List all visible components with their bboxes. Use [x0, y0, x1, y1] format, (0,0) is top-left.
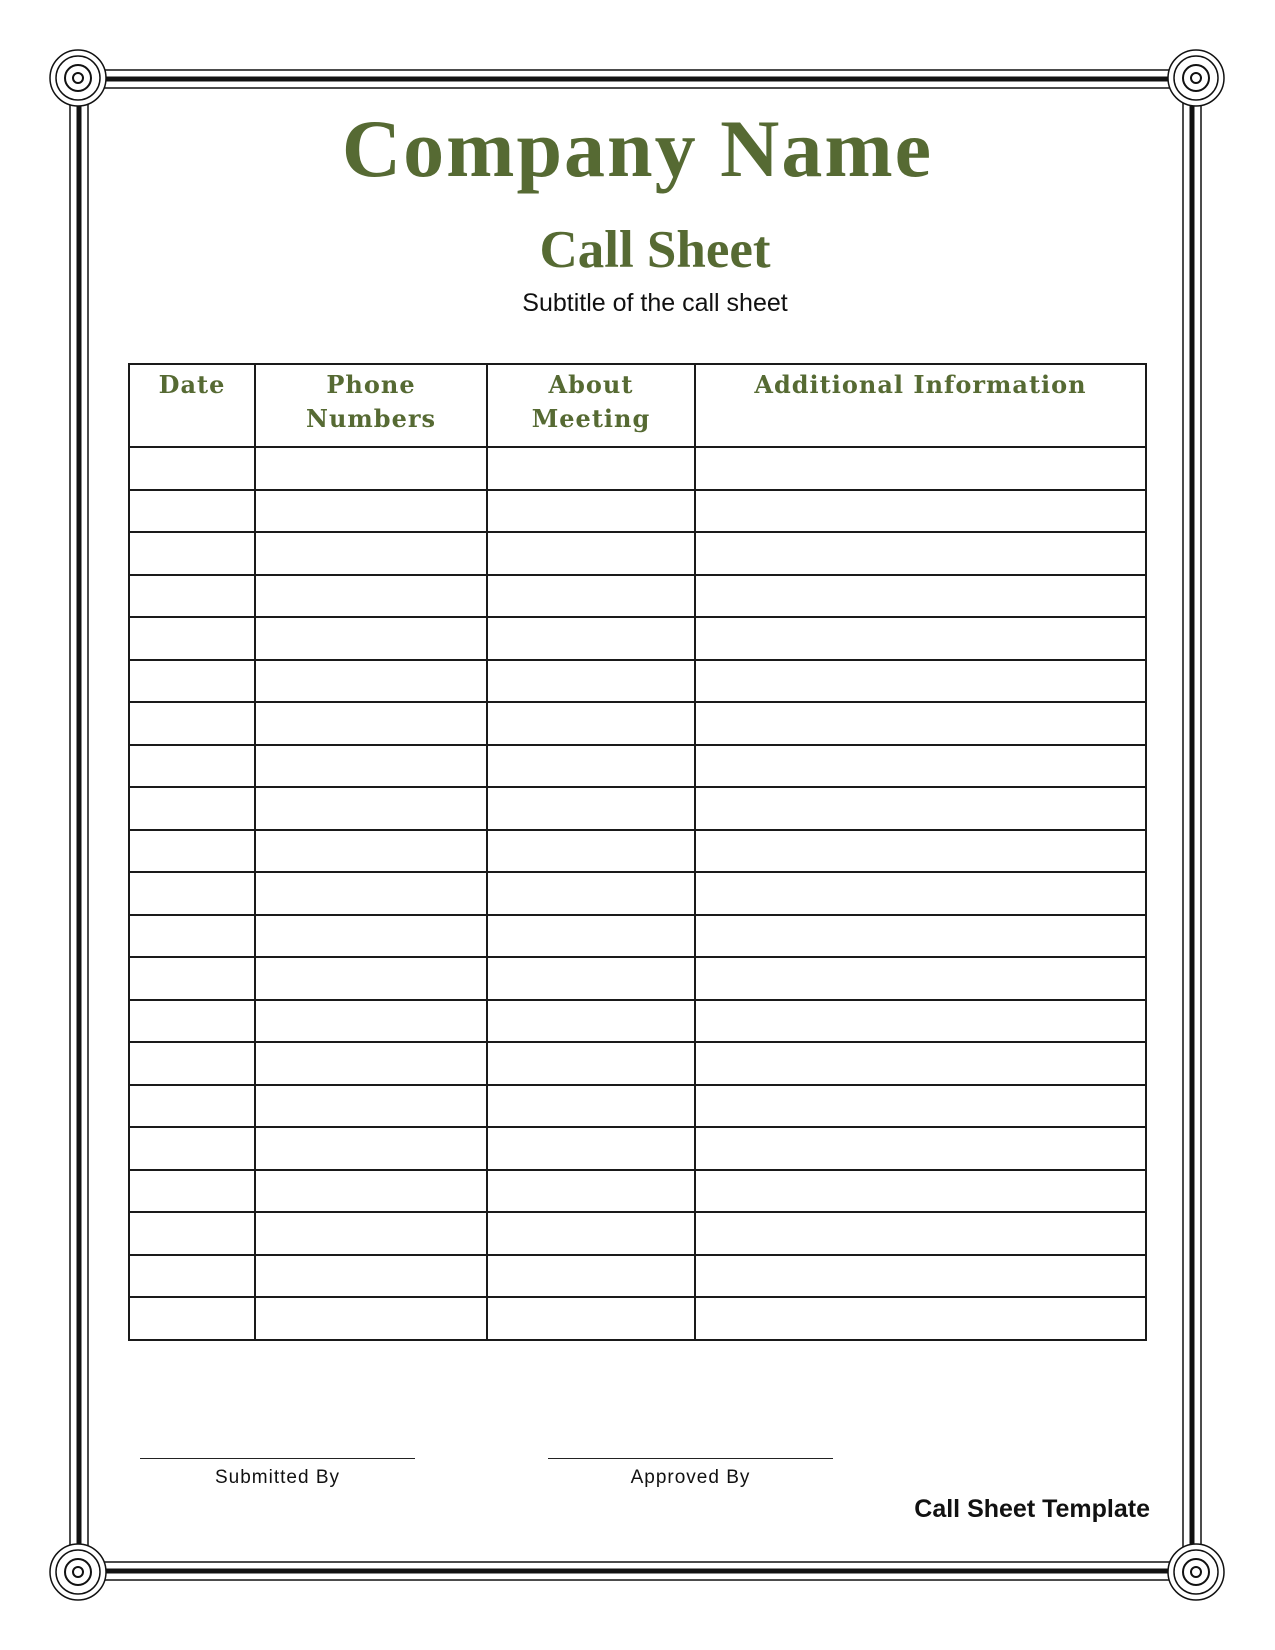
table-cell[interactable]: [695, 1170, 1146, 1213]
table-row: [129, 872, 1146, 915]
table-cell[interactable]: [487, 915, 695, 958]
submitted-by-block: [140, 1440, 415, 1489]
table-cell[interactable]: [487, 787, 695, 830]
table-row: [129, 532, 1146, 575]
table-cell[interactable]: [487, 1170, 695, 1213]
table-cell[interactable]: [129, 575, 255, 618]
submitted-by-label: Submitted By: [215, 1467, 340, 1488]
table-cell[interactable]: [695, 660, 1146, 703]
table-cell[interactable]: [695, 1085, 1146, 1128]
call-log-table: [128, 363, 1147, 1341]
table-cell[interactable]: [695, 1000, 1146, 1043]
table-cell[interactable]: [695, 1297, 1146, 1340]
table-cell[interactable]: [255, 447, 487, 490]
column-header-date: Date: [129, 364, 255, 447]
table-cell[interactable]: [695, 702, 1146, 745]
table-cell[interactable]: [487, 1255, 695, 1298]
table-cell[interactable]: [255, 915, 487, 958]
table-cell[interactable]: [695, 787, 1146, 830]
table-cell[interactable]: [129, 1212, 255, 1255]
table-cell[interactable]: [695, 447, 1146, 490]
table-cell[interactable]: [129, 745, 255, 788]
table-row: [129, 1085, 1146, 1128]
table-cell[interactable]: [487, 1042, 695, 1085]
table-cell[interactable]: [255, 1085, 487, 1128]
table-row: [129, 1000, 1146, 1043]
table-cell[interactable]: [255, 490, 487, 533]
approved-by-signature-line[interactable]: [548, 1440, 833, 1459]
approved-by-block: [548, 1440, 833, 1489]
table-cell[interactable]: [255, 1255, 487, 1298]
approved-by-label: Approved By: [630, 1467, 751, 1488]
table-cell[interactable]: [129, 1255, 255, 1298]
table-cell[interactable]: [255, 830, 487, 873]
table-cell[interactable]: [255, 957, 487, 1000]
table-row: [129, 1297, 1146, 1340]
table-cell[interactable]: [487, 872, 695, 915]
table-cell[interactable]: [255, 745, 487, 788]
table-row: [129, 1255, 1146, 1298]
table-cell[interactable]: [487, 575, 695, 618]
table-cell[interactable]: [487, 660, 695, 703]
table-row: [129, 787, 1146, 830]
table-cell[interactable]: [487, 1000, 695, 1043]
table-cell[interactable]: [255, 1000, 487, 1043]
table-row: [129, 1127, 1146, 1170]
table-cell[interactable]: [695, 830, 1146, 873]
table-cell[interactable]: [695, 872, 1146, 915]
table-cell[interactable]: [129, 447, 255, 490]
table-cell[interactable]: [255, 702, 487, 745]
table-cell[interactable]: [695, 1042, 1146, 1085]
table-cell[interactable]: [487, 447, 695, 490]
table-cell[interactable]: [129, 1297, 255, 1340]
table-row: [129, 660, 1146, 703]
table-cell[interactable]: [695, 1255, 1146, 1298]
table-row: [129, 1042, 1146, 1085]
document-subtitle: Subtitle of the call sheet: [522, 289, 788, 317]
table-cell[interactable]: [695, 745, 1146, 788]
table-cell[interactable]: [129, 830, 255, 873]
table-cell[interactable]: [129, 1085, 255, 1128]
table-cell[interactable]: [487, 1212, 695, 1255]
table-cell[interactable]: [129, 1170, 255, 1213]
table-cell[interactable]: [255, 872, 487, 915]
table-cell[interactable]: [255, 1127, 487, 1170]
table-cell[interactable]: [129, 1042, 255, 1085]
table-row: [129, 830, 1146, 873]
table-row: [129, 617, 1146, 660]
table-cell[interactable]: [129, 1127, 255, 1170]
table-cell[interactable]: [487, 1085, 695, 1128]
table-row: [129, 957, 1146, 1000]
company-name: Company Name: [341, 103, 934, 194]
document-title: Call Sheet: [539, 221, 771, 279]
table-cell[interactable]: [695, 957, 1146, 1000]
table-cell[interactable]: [255, 660, 487, 703]
table-row: [129, 915, 1146, 958]
table-cell[interactable]: [695, 1212, 1146, 1255]
table-row: [129, 447, 1146, 490]
table-cell[interactable]: [255, 787, 487, 830]
table-cell[interactable]: [487, 532, 695, 575]
table-cell[interactable]: [487, 830, 695, 873]
table-cell[interactable]: [129, 872, 255, 915]
table-cell[interactable]: [255, 617, 487, 660]
table-cell[interactable]: [487, 617, 695, 660]
table-cell[interactable]: [487, 745, 695, 788]
table-cell[interactable]: [129, 1000, 255, 1043]
table-cell[interactable]: [255, 1297, 487, 1340]
column-header-about-meeting: [487, 364, 695, 447]
table-cell[interactable]: [695, 490, 1146, 533]
table-row: [129, 745, 1146, 788]
table-row: [129, 702, 1146, 745]
submitted-by-signature-line[interactable]: [140, 1440, 415, 1459]
table-header-row: [129, 364, 1146, 447]
column-header-about-meeting-label: About Meeting: [531, 370, 651, 433]
table-row: [129, 490, 1146, 533]
table-cell[interactable]: [255, 1042, 487, 1085]
table-cell[interactable]: [255, 1170, 487, 1213]
column-header-additional-information: Additional Information: [695, 364, 1146, 447]
template-footer-label: Call Sheet Template: [914, 1495, 1150, 1523]
table-cell[interactable]: [129, 617, 255, 660]
table-cell[interactable]: [255, 532, 487, 575]
table-row: [129, 575, 1146, 618]
table-cell[interactable]: [129, 660, 255, 703]
table-cell[interactable]: [129, 702, 255, 745]
table-cell[interactable]: [129, 532, 255, 575]
table-cell[interactable]: [129, 957, 255, 1000]
table-cell[interactable]: [129, 915, 255, 958]
table-cell[interactable]: [487, 957, 695, 1000]
table-cell[interactable]: [695, 617, 1146, 660]
table-cell[interactable]: [129, 787, 255, 830]
table-row: [129, 1170, 1146, 1213]
table-cell[interactable]: [487, 1127, 695, 1170]
table-cell[interactable]: [487, 1297, 695, 1340]
table-cell[interactable]: [255, 575, 487, 618]
column-header-phone-numbers: [255, 364, 487, 447]
table-row: [129, 1212, 1146, 1255]
table-cell[interactable]: [487, 490, 695, 533]
table-cell[interactable]: [695, 1127, 1146, 1170]
table-body: [129, 447, 1146, 1340]
column-header-phone-numbers-label: Phone Numbers: [306, 370, 436, 433]
table-cell[interactable]: [695, 575, 1146, 618]
table-cell[interactable]: [129, 490, 255, 533]
table-cell[interactable]: [695, 532, 1146, 575]
table-cell[interactable]: [255, 1212, 487, 1255]
table-cell[interactable]: [487, 702, 695, 745]
table-cell[interactable]: [695, 915, 1146, 958]
